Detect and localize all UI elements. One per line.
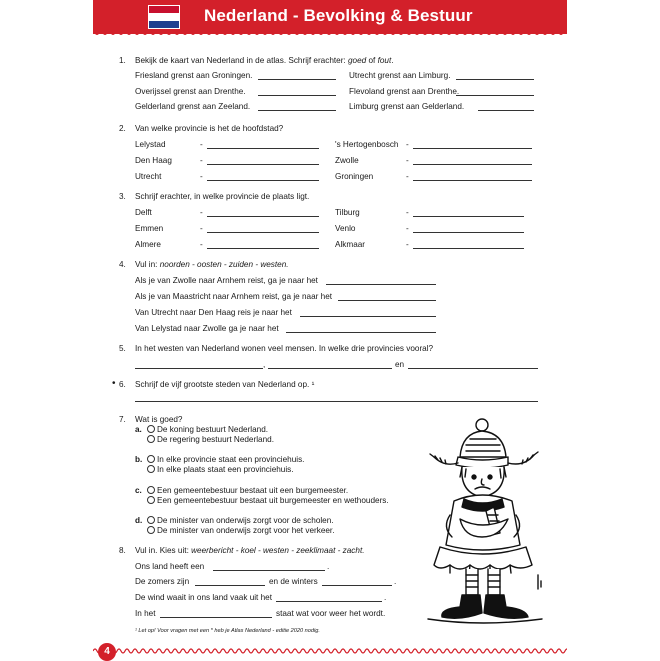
answer-line[interactable]: [258, 79, 336, 80]
question-7-text: Wat is goed?: [135, 415, 183, 424]
answer-line[interactable]: [276, 601, 382, 602]
q1-item: Gelderland grenst aan Zeeland.: [135, 102, 251, 111]
footer-wave-line: [93, 646, 567, 656]
option-letter: b.: [135, 455, 143, 464]
answer-line[interactable]: [408, 368, 538, 369]
q8-line-1: Ons land heeft een: [135, 562, 205, 571]
q2-item: Groningen: [335, 172, 374, 181]
radio-option[interactable]: [147, 465, 294, 475]
dash: -: [200, 156, 203, 165]
option-label: De koning bestuurt Nederland.: [157, 425, 269, 434]
answer-line[interactable]: [300, 316, 436, 317]
answer-line[interactable]: [258, 95, 336, 96]
answer-line[interactable]: [207, 180, 319, 181]
flag-blue-band: [149, 21, 179, 28]
answer-line[interactable]: [413, 164, 532, 165]
banner-wave-edge: [93, 30, 567, 40]
dash: -: [406, 240, 409, 249]
question-8-text: Vul in. Kies uit: weerbericht - koel - westen - zeeklimaat - zacht.: [135, 546, 365, 555]
answer-line[interactable]: [258, 110, 336, 111]
dash: -: [200, 140, 203, 149]
q4-item: Als je van Zwolle naar Arnhem reist, ga je naar het: [135, 276, 318, 285]
q8-line-3: De wind waait in ons land vaak uit het: [135, 593, 272, 602]
q4-item: Van Utrecht naar Den Haag reis je naar het: [135, 308, 292, 317]
question-number: 3.: [119, 192, 126, 201]
page-number-badge: 4: [98, 643, 116, 661]
answer-line[interactable]: [207, 248, 319, 249]
cold-man-illustration: [420, 415, 550, 630]
answer-line[interactable]: [478, 110, 534, 111]
radio-icon[interactable]: [147, 496, 155, 504]
question-2-text: Van welke provincie is het de hoofdstad?: [135, 124, 284, 133]
answer-line[interactable]: [135, 401, 538, 402]
radio-option[interactable]: [147, 526, 334, 536]
question-1-text: Bekijk de kaart van Nederland in de atlas. Schrijf erachter: goed of fout.: [135, 56, 394, 65]
answer-line[interactable]: [268, 368, 392, 369]
radio-icon[interactable]: [147, 526, 155, 534]
q3-item: Emmen: [135, 224, 164, 233]
q3-item: Venlo: [335, 224, 356, 233]
answer-line[interactable]: [213, 570, 325, 571]
option-label: De minister van onderwijs zorgt voor het verkeer.: [157, 526, 335, 535]
answer-line[interactable]: [456, 95, 534, 96]
dash: -: [406, 224, 409, 233]
comma-separator: ,: [263, 360, 266, 369]
dash: -: [200, 172, 203, 181]
q1-item: Friesland grenst aan Groningen.: [135, 71, 253, 80]
question-number: 7.: [119, 415, 126, 424]
question-5-text: In het westen van Nederland wonen veel mensen. In welke drie provincies vooral?: [135, 344, 434, 353]
option-label: In elke plaats staat een provinciehuis.: [157, 465, 294, 474]
option-label: De minister van onderwijs zorgt voor de scholen.: [157, 516, 334, 525]
question-number: 1.: [119, 56, 126, 65]
answer-line[interactable]: [456, 79, 534, 80]
answer-line[interactable]: [413, 216, 524, 217]
q2-item: Den Haag: [135, 156, 172, 165]
answer-line[interactable]: [338, 300, 436, 301]
answer-line[interactable]: [207, 164, 319, 165]
dash: -: [406, 140, 409, 149]
period: .: [327, 562, 330, 571]
q8-line-2a: De zomers zijn: [135, 577, 190, 586]
answer-line[interactable]: [413, 180, 532, 181]
answer-line[interactable]: [207, 216, 319, 217]
option-label: De regering bestuurt Nederland.: [157, 435, 274, 444]
period: .: [394, 577, 397, 586]
footnote: ¹ Let op! Voor vragen met een * heb je Atlas Nederland - editie 2020 nodig.: [135, 628, 320, 634]
question-6-text: Schrijf de vijf grootste steden van Nederland op. ¹: [135, 380, 315, 389]
dash: -: [200, 208, 203, 217]
q4-item: Als je van Maastricht naar Arnhem reist, ga je naar het: [135, 292, 333, 301]
answer-line[interactable]: [160, 617, 272, 618]
flag-white-band: [149, 13, 179, 20]
question-number: 6.: [119, 380, 126, 389]
answer-line[interactable]: [413, 148, 532, 149]
radio-option[interactable]: [147, 425, 268, 435]
atlas-star-marker: •: [112, 378, 116, 389]
q3-item: Delft: [135, 208, 152, 217]
dash: -: [200, 240, 203, 249]
option-letter: d.: [135, 516, 143, 525]
period: .: [384, 593, 387, 602]
radio-icon[interactable]: [147, 516, 155, 524]
answer-line[interactable]: [326, 284, 436, 285]
answer-line[interactable]: [322, 585, 392, 586]
question-number: 2.: [119, 124, 126, 133]
answer-line[interactable]: [413, 248, 524, 249]
answer-line[interactable]: [286, 332, 436, 333]
q2-item: Utrecht: [135, 172, 162, 181]
q3-item: Alkmaar: [335, 240, 366, 249]
en-separator: en: [395, 360, 405, 369]
question-3-text: Schrijf erachter, in welke provincie de plaats ligt.: [135, 192, 310, 201]
radio-option[interactable]: [147, 435, 274, 445]
page-title: Nederland - Bevolking & Bestuur: [204, 6, 473, 25]
q8-line-4b: staat wat voor weer het wordt.: [276, 609, 386, 618]
dash: -: [406, 208, 409, 217]
answer-line[interactable]: [207, 232, 319, 233]
option-letter: a.: [135, 425, 142, 434]
question-4-text: Vul in: noorden - oosten - zuiden - westen.: [135, 260, 289, 269]
q1-item: Flevoland grenst aan Drenthe.: [349, 87, 460, 96]
dash: -: [406, 156, 409, 165]
radio-icon[interactable]: [147, 486, 155, 494]
radio-icon[interactable]: [147, 435, 155, 443]
flag-red-band: [149, 6, 179, 13]
q1-item: Utrecht grenst aan Limburg.: [349, 71, 451, 80]
q8-line-2b: en de winters: [269, 577, 318, 586]
q4-item: Van Lelystad naar Zwolle ga je naar het: [135, 324, 279, 333]
option-label: In elke provincie staat een provinciehuis.: [157, 455, 305, 464]
option-label: Een gemeentebestuur bestaat uit een burgemeester.: [157, 486, 349, 495]
answer-line[interactable]: [195, 585, 265, 586]
q1-item: Limburg grenst aan Gelderland.: [349, 102, 465, 111]
radio-option[interactable]: [147, 496, 389, 506]
question-number: 8.: [119, 546, 126, 555]
dutch-flag-icon: [148, 5, 180, 29]
dash: -: [406, 172, 409, 181]
radio-option[interactable]: [147, 516, 334, 526]
question-number: 5.: [119, 344, 126, 353]
q3-item: Almere: [135, 240, 161, 249]
q2-item: Zwolle: [335, 156, 359, 165]
answer-line[interactable]: [135, 368, 263, 369]
radio-icon[interactable]: [147, 465, 155, 473]
radio-option[interactable]: [147, 486, 348, 496]
option-label: Een gemeentebestuur bestaat uit burgemeester en wethouders.: [157, 496, 389, 505]
answer-line[interactable]: [413, 232, 524, 233]
question-number: 4.: [119, 260, 126, 269]
q8-line-4a: In het: [135, 609, 156, 618]
radio-icon[interactable]: [147, 425, 155, 433]
radio-option[interactable]: [147, 455, 304, 465]
q3-item: Tilburg: [335, 208, 360, 217]
q2-item: Lelystad: [135, 140, 166, 149]
option-letter: c.: [135, 486, 142, 495]
radio-icon[interactable]: [147, 455, 155, 463]
q2-item: 's Hertogenbosch: [335, 140, 399, 149]
dash: -: [200, 224, 203, 233]
answer-line[interactable]: [207, 148, 319, 149]
q1-item: Overijssel grenst aan Drenthe.: [135, 87, 246, 96]
